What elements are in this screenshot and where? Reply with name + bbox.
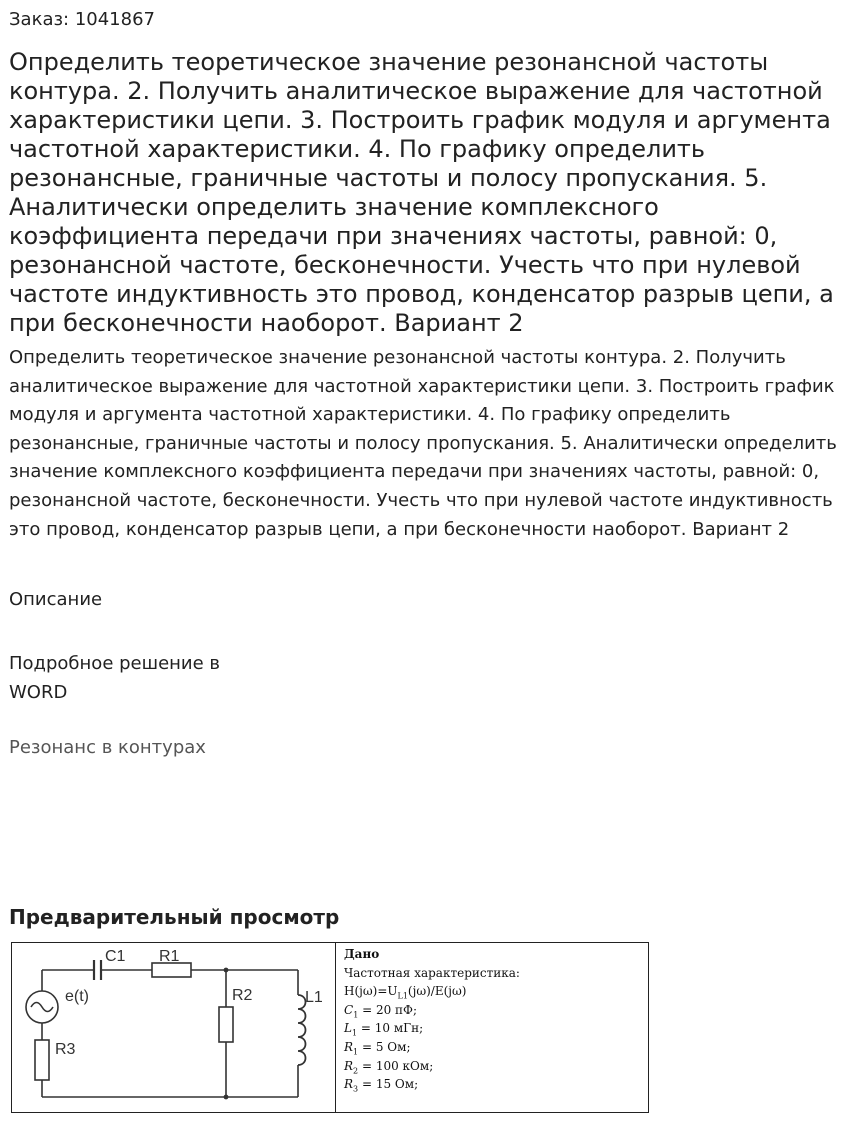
given-title: Дано [344,947,380,961]
char-label: Частотная характеристика: [344,965,520,980]
r1-label: R1 [159,948,180,965]
r3-label: R3 [55,1041,76,1058]
c1-label: C1 [105,948,126,965]
source-label: e(t) [65,988,89,1005]
param-l1: $L_1 = 10$ мГн; [344,1021,424,1038]
task-description: Определить теоретическое значение резонансной частоты контура. 2. Получить аналитическое выражение для частотной характеристики цепи. 3. Построить график модуля и аргумента частотной характеристики. 4. По графику определить резонансные, граничные частоты и полосу пропускания. 5. Аналитически определить значение комплексного коэффициента передачи при значениях частоты, равной: 0, резонансной частоте, бесконечности. Учесть что при нулевой частоте индуктивность это провод, конденсатор разрыв цепи, а при бесконечности наоборот. Вариант 2 [9,347,837,540]
param-r3: $R_3 = 15$ Ом; [344,1077,419,1094]
param-c1: $C_1 = 20$ пФ; [344,1002,418,1020]
param-r2: $R_2 = 100$ кОм; [344,1058,434,1075]
r2-label: R2 [232,987,253,1004]
circuit-diagram [12,943,334,1112]
l1-label: L1 [305,989,323,1006]
param-r1: $R_1 = 5$ Ом; [344,1039,411,1057]
preview-image[interactable] [11,942,649,1113]
preview-title: Предварительный просмотр [9,905,340,929]
solution-format-note: Подробное решение в WORD [9,653,221,703]
page-title: Определить теоретическое значение резонансной частоты контура. 2. Получить аналитическое выражение для частотной характеристики цепи. 3. Построить график модуля и аргумента частотной характеристики. 4. По графику определить резонансные, граничные частоты и полосу пропускания. 5. Аналитически определить значение комплексного коэффициента передачи при значениях частоты, равной: 0, резонансной частоте, бесконечности. Учесть что при нулевой частоте индуктивность это провод, конденсатор разрыв цепи, а при бесконечности наоборот. Вариант 2 [9,48,834,337]
description-label: Описание [9,589,103,610]
formula: $H(j\omega)=U_{L1}(j\omega)/E(j\omega)$ [344,984,467,1001]
order-number: Заказ: 1041867 [9,9,155,30]
preview-divider [335,943,336,1112]
given-block [344,945,644,1094]
topic-link[interactable]: Резонанс в контурах [9,737,206,758]
